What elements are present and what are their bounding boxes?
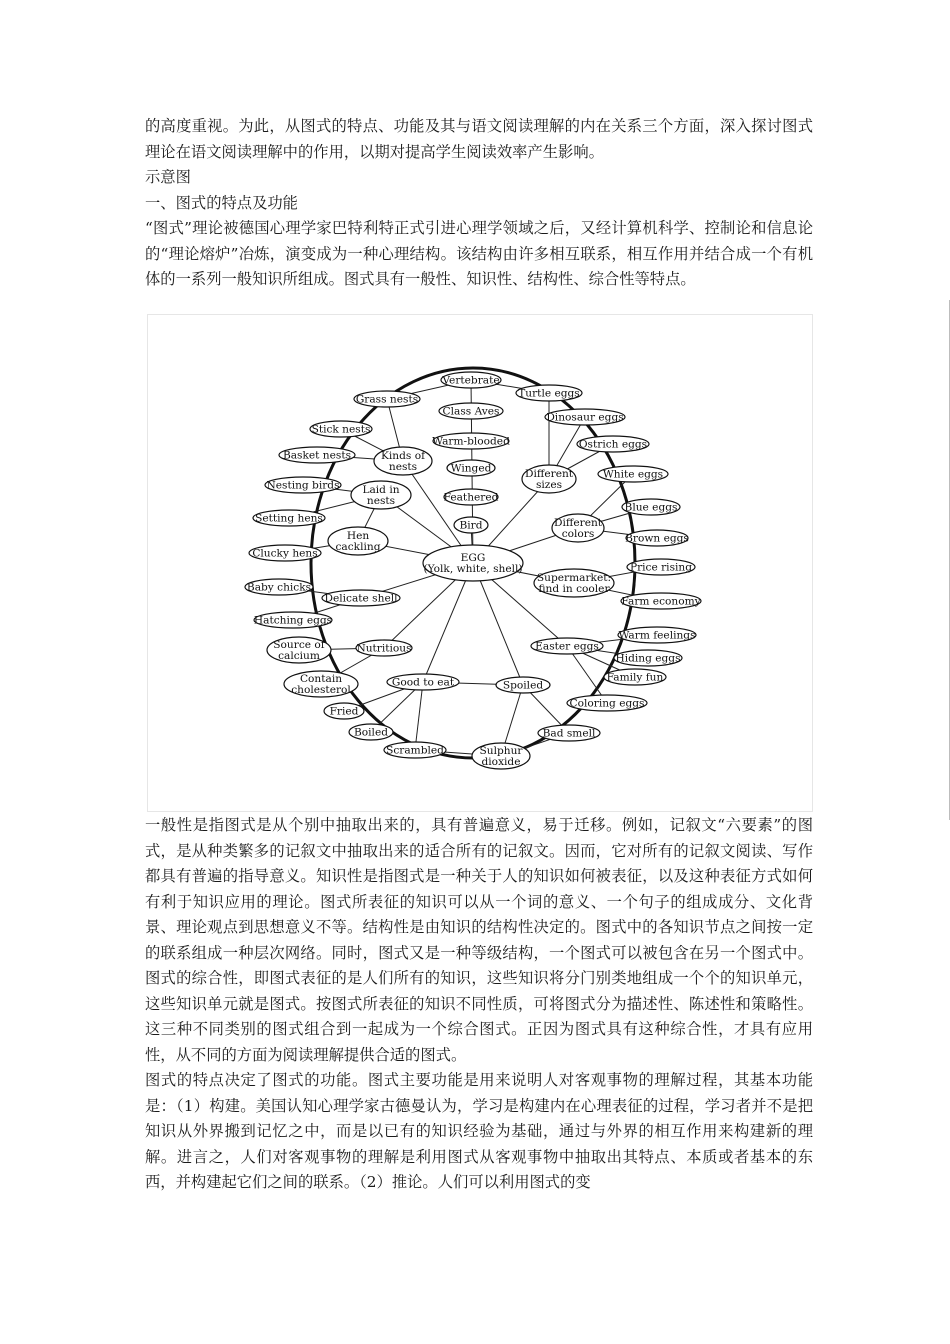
intro-paragraph: 的高度重视。为此，从图式的特点、功能及其与语文阅读理解的内在关系三个方面，深入探讨图式理论在语文阅读理解中的作用，以期对提高学生阅读效率产生影响。 [145, 117, 813, 161]
node-laid-in-nests [351, 481, 411, 509]
node-label: Winged [450, 462, 492, 475]
node-label: sizes [535, 479, 563, 491]
link-easter_eggs-coloring_eggs [567, 646, 607, 703]
node-hen-cackling [328, 527, 388, 555]
node-label: Brown eggs [625, 532, 689, 545]
node-class-aves [439, 403, 503, 419]
node-farm-economy [621, 593, 701, 609]
node-label: Laid in [362, 484, 400, 496]
node-turtle-eggs [516, 385, 582, 401]
figure-caption: 示意图 [145, 168, 191, 186]
node-label: Fried [329, 705, 359, 718]
node-label: find in cooler [538, 583, 610, 595]
node-label: EGG [460, 552, 486, 564]
node-label: Dinosaur eggs [546, 411, 624, 424]
node-label: Family fun [606, 671, 664, 684]
node-label: colors [561, 528, 595, 540]
node-feathered [444, 489, 499, 505]
link-good_to_eat-scrambled [415, 682, 423, 750]
functions-paragraph: 图式的特点决定了图式的功能。图式主要功能是用来说明人对客观事物的理解过程，其基本功能是：（1）构建。美国认知心理学家古德曼认为，学习是构建内在心理表征的过程，学习者并不是把知识从外界搬到记忆之中，而是以已有的知识经验为基础，通过与外界的相互作用来构建新的理解。进言之，人们对客观事物的理解是利用图式从客观事物中抽取出其特点、本质或者基本的东西，并构建起它们之间的联系。（2）推论。人们可以利用图式的变 [145, 1071, 813, 1191]
node-label: Stick nests [311, 423, 371, 436]
schema-diagram-svg [148, 315, 812, 811]
node-easter-eggs [531, 638, 603, 654]
node-delicate-shell [322, 590, 400, 606]
node-hatching-eggs [254, 612, 332, 628]
node-clucky-hens [249, 545, 321, 561]
node-label: nests [366, 495, 396, 507]
node-bird [454, 517, 488, 533]
node-warm-blooded [432, 433, 510, 449]
node-nesting-birds [265, 477, 341, 493]
node-label: Setting hens [255, 512, 323, 525]
node-scrambled [384, 742, 446, 758]
node-spoiled [496, 677, 550, 693]
node-label: Boiled [354, 726, 388, 739]
node-label: Hiding eggs [615, 652, 681, 665]
node-label: Turtle eggs [518, 387, 580, 400]
node-different-colors [552, 514, 604, 542]
node-label: Basket nests [282, 449, 352, 462]
node-label: Blue eggs [624, 501, 678, 514]
node-label: Kinds of [380, 450, 426, 462]
node-label: (Yolk, white, shell) [423, 563, 523, 575]
node-good-to-eat [387, 674, 459, 690]
node-label: Farm economy [621, 595, 701, 608]
node-label: Warm feelings [618, 629, 696, 642]
node-white-eggs [598, 466, 668, 482]
node-label: Source of [273, 639, 325, 651]
node-label: nests [388, 461, 418, 473]
schema-definition-paragraph: “图式”理论被德国心理学家巴特利特正式引进心理学领域之后，又经计算机科学、控制论和信息论的“理论熔炉”冶炼，演变成为一种心理结构。该结构由许多相互联系，相互作用并结合成一个有机体的一系列一般知识所组成。图式具有一般性、知识性、结构性、综合性等特点。 [145, 219, 813, 288]
node-label: cackling [335, 541, 381, 553]
node-label: dioxide [481, 756, 521, 768]
node-label: Different [553, 517, 603, 529]
node-warm-feelings [618, 627, 696, 643]
node-label: White eggs [602, 468, 664, 481]
node-different-sizes [522, 465, 576, 493]
top-text-block [145, 114, 813, 293]
node-label: Sulphur [479, 745, 523, 757]
diagram-nodes [245, 372, 701, 769]
node-label: Spoiled [502, 679, 544, 692]
node-label: Different [524, 468, 574, 480]
node-winged [447, 460, 495, 476]
node-nutritious [356, 640, 412, 656]
node-label: Delicate shell [324, 592, 398, 605]
node-label: cholesterol [291, 684, 351, 696]
node-grass-nests [354, 391, 420, 407]
node-label: Bird [459, 519, 483, 532]
node-label: Warm-blooded [432, 435, 510, 448]
node-stick-nests [310, 421, 372, 437]
node-label: Easter eggs [535, 640, 599, 653]
node-label: Ostrich eggs [578, 438, 648, 451]
node-label: Hen [346, 530, 370, 542]
node-label: Nesting birds [266, 479, 340, 492]
node-label: Baby chicks [246, 581, 312, 594]
egg-schema-diagram [147, 314, 813, 812]
node-supermarket [534, 569, 614, 597]
characteristics-paragraph: 一般性是指图式是从个别中抽取出来的，具有普遍意义，易于迁移。例如，记叙文“六要素”的图式，是从种类繁多的记叙文中抽取出来的适合所有的记叙文。因而，它对所有的记叙文阅读、写作都具有普遍的指导意义。知识性是指图式是一种关于人的知识如何被表征，以及这种表征方式如何有利于知识应用的理论。图式所表征的知识可以从一个词的意义、一个句子的组成成分、文化背景、理论观点到思想意义不等。结构性是由知识的结构性决定的。图式中的各知识节点之间按一定的联系组成一种层次网络。同时，图式又是一种等级结构，一个图式可以被包含在另一个图式中。图式的综合性，即图式表征的是人们所有的知识，这些知识将分门别类地组成一个个的知识单元，这些知识单元就是图式。按图式所表征的知识不同性质，可将图式分为描述性、陈述性和策略性。这三种不同类别的图式组合到一起成为一个综合图式。正因为图式具有这种综合性，才具有应用性，从不同的方面为阅读理解提供合适的图式。 [145, 816, 813, 1064]
node-bad-smell [538, 725, 600, 741]
node-basket-nests [279, 447, 355, 463]
node-brown-eggs [625, 530, 689, 546]
node-label: calcium [278, 650, 320, 662]
node-family-fun [604, 669, 666, 685]
node-label: Grass nests [355, 393, 419, 406]
node-label: Contain [299, 673, 343, 685]
node-label: Clucky hens [252, 547, 318, 560]
node-label: Vertebrate [442, 374, 500, 387]
node-label: Class Aves [442, 405, 500, 418]
node-label: Price rising [629, 561, 693, 574]
node-vertebrate [441, 372, 501, 388]
node-label: Supermarket: [536, 572, 612, 584]
node-sulphur-dioxide [472, 743, 530, 769]
node-center [423, 545, 523, 581]
node-dinosaur-eggs [545, 409, 625, 425]
node-label: Hatching eggs [253, 614, 333, 627]
node-label: Coloring eggs [569, 697, 645, 710]
node-label: Bad smell [542, 727, 596, 740]
node-label: Good to eat [391, 676, 455, 689]
node-label: Nutritious [356, 642, 412, 655]
node-setting-hens [253, 510, 325, 526]
node-blue-eggs [622, 499, 680, 515]
node-kinds-of-nests [374, 447, 432, 475]
node-ostrich-eggs [577, 436, 649, 452]
node-baby-chicks [245, 579, 313, 595]
node-source-of-calcium [267, 637, 331, 663]
node-fried [324, 703, 364, 719]
node-label: Scrambled [386, 744, 444, 757]
node-contain-cholesterol [284, 671, 358, 697]
section-heading: 一、图式的特点及功能 [145, 193, 298, 212]
node-label: Feathered [443, 491, 499, 504]
bottom-text-block [145, 813, 813, 1196]
node-price-rising [627, 559, 695, 575]
node-hiding-eggs [614, 650, 682, 666]
node-coloring-eggs [567, 695, 647, 711]
node-boiled [349, 724, 393, 740]
